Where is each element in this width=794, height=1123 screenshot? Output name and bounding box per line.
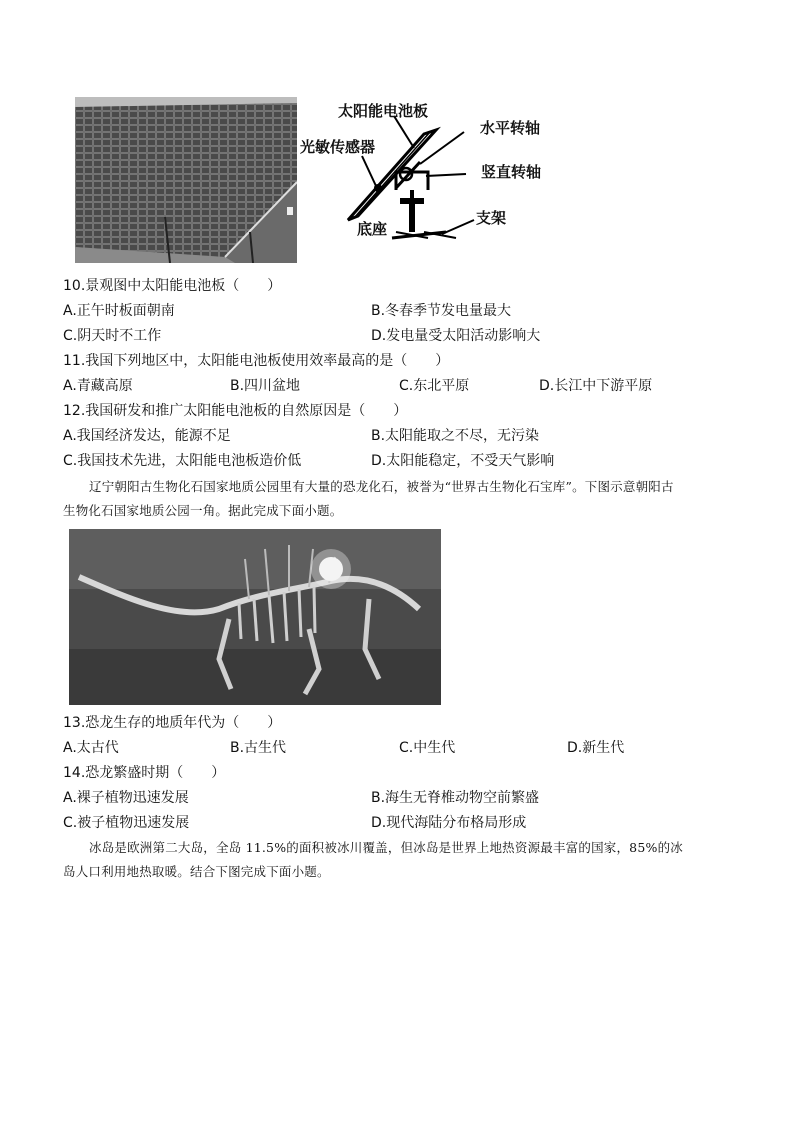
question-12-option-c: C.我国技术先进，太阳能电池板造价低 [63, 453, 302, 469]
question-14-option-a: A.裸子植物迅速发展 [63, 790, 189, 806]
passage-1-line-1: 辽宁朝阳古生物化石国家地质公园里有大量的恐龙化石，被誉为“世界古生物化石宝库”。下图示意朝阳古 [89, 479, 674, 494]
question-12-option-d: D.太阳能稳定，不受天气影响 [371, 453, 555, 469]
question-10-option-d: D.发电量受太阳活动影响大 [371, 328, 541, 344]
label-light-sensor: 光敏传感器 [300, 138, 376, 156]
question-13-option-a: A.太古代 [63, 740, 119, 756]
question-12-option-b: B.太阳能取之不尽，无污染 [371, 428, 540, 444]
question-11-option-d: D.长江中下游平原 [539, 378, 653, 394]
passage-1-line-2: 生物化石国家地质公园一角。据此完成下面小题。 [63, 503, 343, 518]
solar-panel-photo-image [75, 97, 297, 263]
solar-panel-photo [75, 97, 297, 263]
dinosaur-fossil-photo [69, 529, 441, 705]
question-14-option-c: C.被子植物迅速发展 [63, 815, 190, 831]
question-10-stem: 10.景观图中太阳能电池板（ ） [63, 278, 282, 294]
question-13-option-d: D.新生代 [567, 740, 625, 756]
question-13-stem: 13.恐龙生存的地质年代为（ ） [63, 715, 282, 731]
question-12-stem: 12.我国研发和推广太阳能电池板的自然原因是（ ） [63, 403, 408, 419]
question-12-option-a: A.我国经济发达，能源不足 [63, 428, 231, 444]
dinosaur-fossil-image [69, 529, 441, 705]
label-solar-panel: 太阳能电池板 [338, 102, 429, 120]
question-14-stem: 14.恐龙繁盛时期（ ） [63, 765, 226, 781]
label-bracket: 支架 [476, 209, 507, 227]
question-13-option-b: B.古生代 [230, 740, 287, 756]
question-14-option-b: B.海生无脊椎动物空前繁盛 [371, 790, 540, 806]
question-11-option-a: A.青藏高原 [63, 378, 133, 394]
label-vertical-axis: 竖直转轴 [481, 163, 542, 181]
passage-2-line-2: 岛人口利用地热取暖。结合下图完成下面小题。 [63, 864, 330, 879]
question-11-option-b: B.四川盆地 [230, 378, 301, 394]
question-11-stem: 11.我国下列地区中，太阳能电池板使用效率最高的是（ ） [63, 353, 450, 369]
label-horizontal-axis: 水平转轴 [480, 119, 541, 137]
label-base: 底座 [357, 220, 388, 238]
question-10-option-b: B.冬春季节发电量最大 [371, 303, 512, 319]
passage-2-line-1: 冰岛是欧洲第二大岛，全岛 11.5%的面积被冰川覆盖，但冰岛是世界上地热资源最丰富的国家，85%的冰 [89, 840, 683, 855]
question-14-option-d: D.现代海陆分布格局形成 [371, 815, 527, 831]
question-13-option-c: C.中生代 [399, 740, 456, 756]
question-10-option-c: C.阴天时不工作 [63, 328, 162, 344]
question-11-option-c: C.东北平原 [399, 378, 470, 394]
question-10-option-a: A.正午时板面朝南 [63, 303, 175, 319]
